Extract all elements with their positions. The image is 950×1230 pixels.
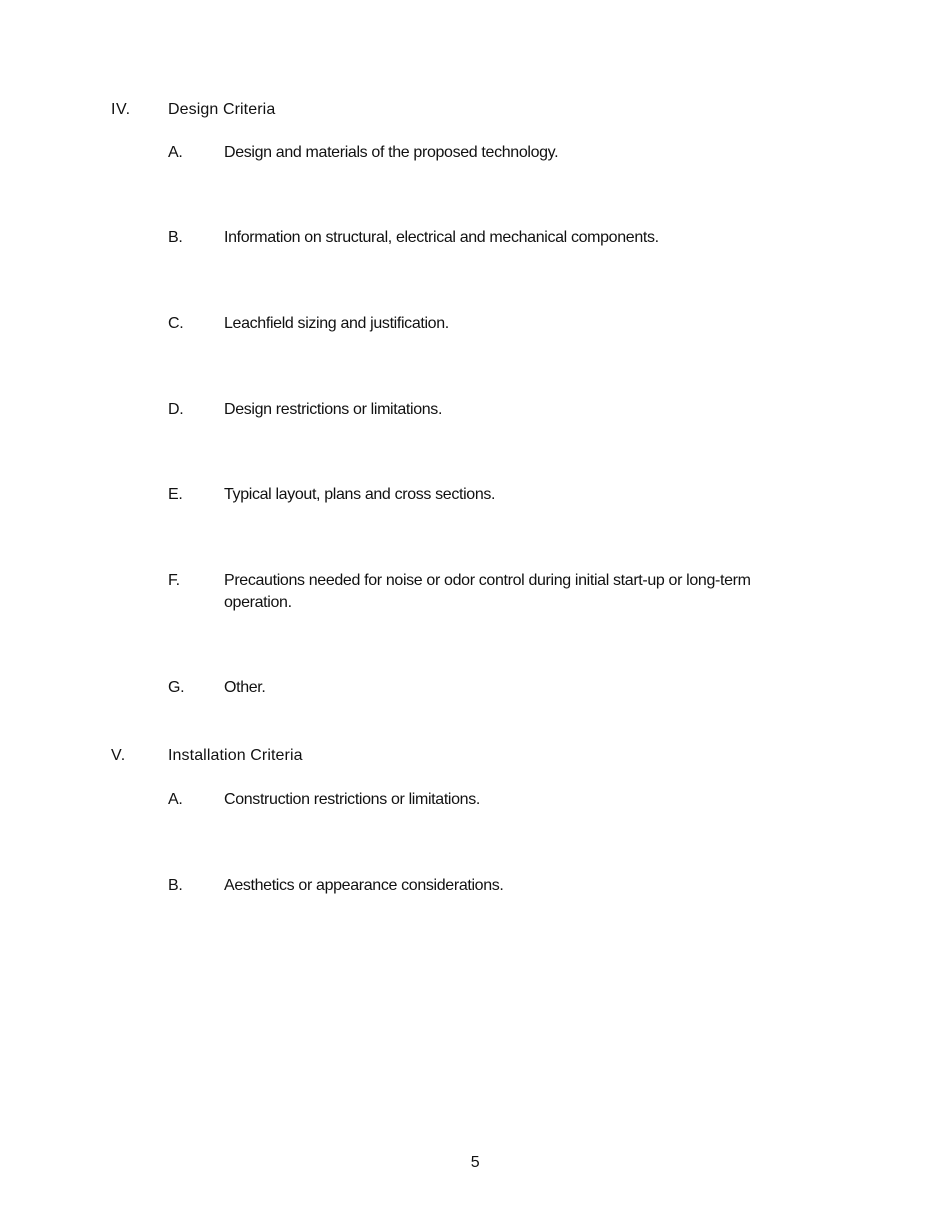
item-letter: B. [168, 229, 183, 246]
item-text: Information on structural, electrical and mechanical components. [224, 229, 659, 246]
section-title: Installation Criteria [168, 747, 303, 764]
item-letter: B. [168, 877, 183, 894]
item-letter: D. [168, 401, 184, 418]
item-letter: A. [168, 144, 183, 161]
item-letter: F. [168, 572, 180, 589]
item-letter: A. [168, 791, 183, 808]
item-text: Construction restrictions or limitations. [224, 791, 480, 808]
page-number: 5 [470, 1154, 480, 1171]
item-text: Design and materials of the proposed technology. [224, 144, 559, 161]
item-text: Design restrictions or limitations. [224, 401, 443, 418]
item-letter: C. [168, 315, 184, 332]
item-text: Aesthetics or appearance considerations. [224, 877, 504, 894]
item-text: Other. [224, 679, 266, 696]
item-text-continuation: operation. [224, 594, 292, 611]
item-text: Typical layout, plans and cross sections. [224, 486, 496, 503]
section-number: IV. [111, 101, 131, 118]
item-letter: G. [168, 679, 185, 696]
item-text: Precautions needed for noise or odor control during initial start-up or long-term [224, 572, 751, 589]
section-title: Design Criteria [168, 101, 276, 118]
section-number: V. [111, 747, 126, 764]
item-text: Leachfield sizing and justification. [224, 315, 449, 332]
item-letter: E. [168, 486, 183, 503]
